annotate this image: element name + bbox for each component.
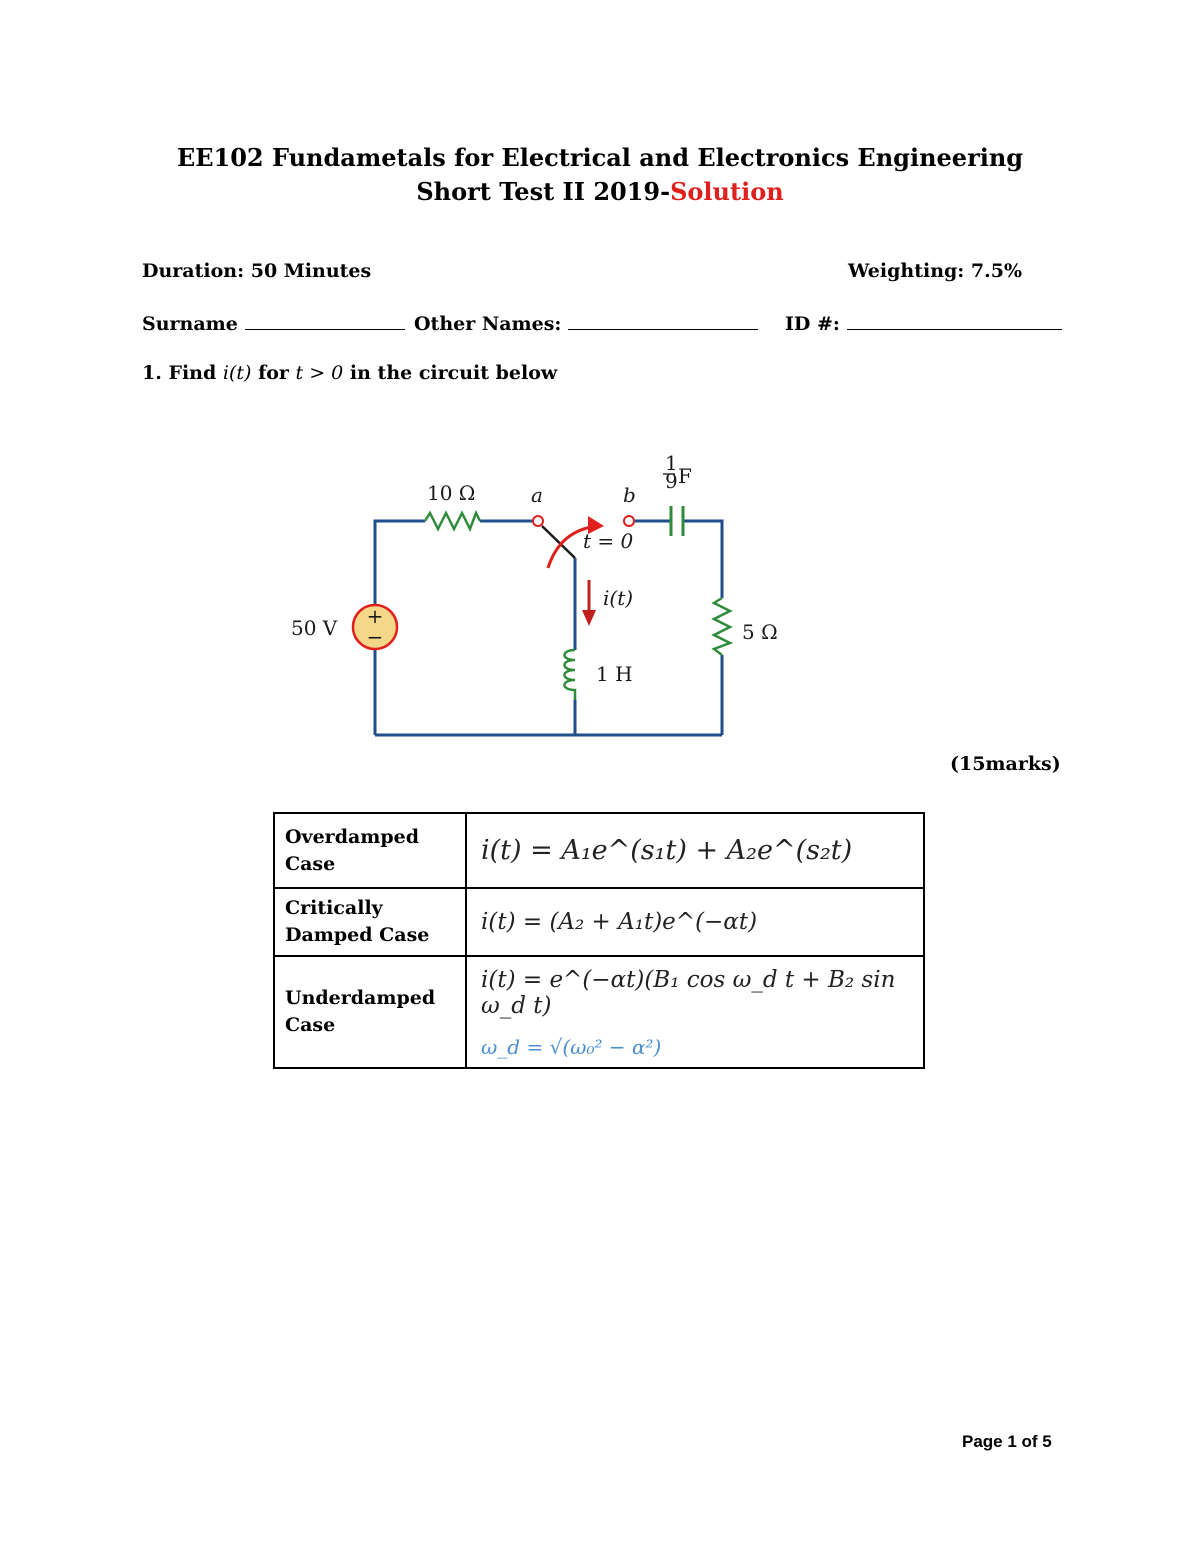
critically-damped-equation xyxy=(481,898,909,946)
question-middle: for xyxy=(258,362,289,384)
inductor-coil xyxy=(565,650,576,700)
other-names-field[interactable] xyxy=(414,311,758,335)
table-row xyxy=(274,888,924,956)
damped-frequency-equation: ω_d = √(ω₀² − α²) xyxy=(481,1035,662,1059)
switch-blade xyxy=(542,526,575,558)
title-block xyxy=(0,141,1200,209)
solution-label: Solution xyxy=(670,177,784,206)
question-prefix: 1. Find xyxy=(142,362,217,384)
question-suffix: in the circuit below xyxy=(349,362,558,384)
source-minus: − xyxy=(366,625,384,649)
surname-field[interactable] xyxy=(142,311,405,335)
course-title: EE102 Fundametals for Electrical and Electronics Engineering xyxy=(176,143,1024,172)
label-inductor: 1 H xyxy=(596,662,633,686)
label-5-ohm: 5 Ω xyxy=(742,620,778,644)
overdamped-equation-text: i(t) = A₁e^(s₁t) + A₂e^(s₂t) xyxy=(481,835,853,866)
table-row xyxy=(274,813,924,888)
label-10-ohm: 10 Ω xyxy=(427,481,476,505)
source-plus: + xyxy=(366,604,384,628)
weighting: Weighting: 7.5% xyxy=(848,260,1023,282)
other-names-blank[interactable] xyxy=(568,311,758,330)
test-title-text: Short Test II 2019- xyxy=(416,177,671,206)
overdamped-equation xyxy=(481,818,909,883)
question-1 xyxy=(142,362,557,384)
id-blank[interactable] xyxy=(847,311,1062,330)
resistor-5-ohm xyxy=(714,598,730,655)
case-label: Underdamped Case xyxy=(274,956,466,1068)
critically-damped-equation-text: i(t) = (A₂ + A₁t)e^(−αt) xyxy=(481,909,758,935)
underdamped-equation: i(t) = e^(−αt)(B₁ cos ω_d t + B₂ sin ω_d t) xyxy=(481,967,896,1019)
surname-blank[interactable] xyxy=(245,311,405,330)
case-equation-cell xyxy=(466,956,924,1068)
label-node-a: a xyxy=(531,483,543,507)
marks-label: (15marks) xyxy=(950,753,1061,775)
label-switch-time: t = 0 xyxy=(583,529,634,553)
test-title xyxy=(0,175,1200,209)
table-row xyxy=(274,956,924,1068)
terminal-b xyxy=(624,516,634,526)
damping-cases-table xyxy=(273,812,925,1069)
case-label: Overdamped Case xyxy=(274,813,466,888)
label-50v: 50 V xyxy=(291,616,338,640)
case-equation-cell xyxy=(466,888,924,956)
duration: Duration: 50 Minutes xyxy=(142,260,372,282)
id-label: ID #: xyxy=(785,313,840,335)
circuit-diagram xyxy=(280,450,800,750)
id-field[interactable] xyxy=(785,311,1062,335)
label-cap-den: 9 xyxy=(665,469,678,493)
terminal-a xyxy=(533,516,543,526)
page-number: Page 1 of 5 xyxy=(962,1432,1052,1451)
question-condition: t > 0 xyxy=(295,362,344,384)
label-cap-unit: F xyxy=(678,464,692,488)
case-equation-cell xyxy=(466,813,924,888)
case-label: Critically Damped Case xyxy=(274,888,466,956)
label-cap-num: 1 xyxy=(665,451,678,475)
surname-label: Surname xyxy=(142,313,238,335)
capacitor xyxy=(671,506,683,536)
question-current-var: i(t) xyxy=(222,362,252,384)
wire-cap-to-right xyxy=(684,521,722,598)
other-names-label: Other Names: xyxy=(414,313,562,335)
current-arrow-head xyxy=(582,610,596,626)
resistor-10-ohm xyxy=(425,513,480,529)
label-current: i(t) xyxy=(603,586,634,610)
label-node-b: b xyxy=(623,483,636,507)
